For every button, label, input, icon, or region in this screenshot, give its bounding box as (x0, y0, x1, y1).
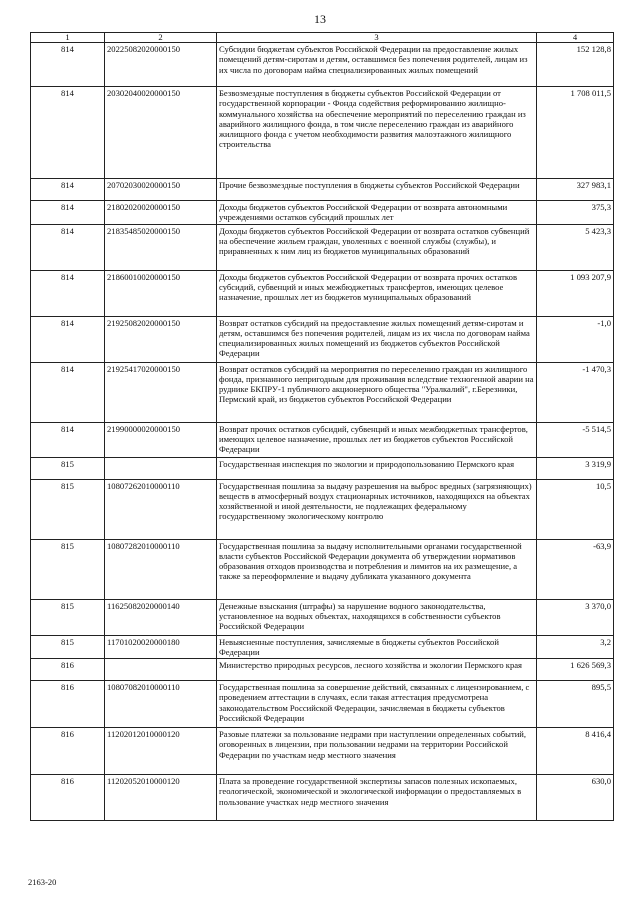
description-cell: Государственная пошлина за совершение действий, связанных с лицензированием, с проведением аттестации в случаях, если такая аттестация предусмотрена законодательством Российской Федерации, зачисляемая в бюджеты субъектов Российской Федерации (217, 681, 537, 728)
amount-cell: 375,3 (537, 201, 614, 225)
amount-cell: 5 423,3 (537, 224, 614, 270)
budget-code-cell: 21860010020000150 (105, 270, 217, 316)
budget-code-cell (105, 659, 217, 681)
column-header-budget-code: 2 (105, 33, 217, 43)
admin-code-cell: 816 (31, 681, 105, 728)
amount-cell: 152 128,8 (537, 43, 614, 87)
admin-code-cell: 814 (31, 316, 105, 362)
description-cell: Возврат остатков субсидий на мероприятия по переселению граждан из жилищного фонда, признанного непригодным для проживания вследствие техногенной аварии на руднике БКПРУ-1 публичного акционерного общества "Уралкалий", г.Березники, Пермский край, из бюджетов субъектов Российской Федерации (217, 362, 537, 422)
amount-cell: 895,5 (537, 681, 614, 728)
footer-code: 2163-20 (28, 877, 57, 887)
column-header-admin-code: 1 (31, 33, 105, 43)
admin-code-cell: 814 (31, 179, 105, 201)
description-cell: Доходы бюджетов субъектов Российской Федерации от возврата автономными учреждениями остатков субсидий прошлых лет (217, 201, 537, 225)
admin-code-cell: 814 (31, 87, 105, 179)
table-row (31, 179, 614, 201)
description-cell: Министерство природных ресурсов, лесного хозяйства и экологии Пермского края (217, 659, 537, 681)
column-header-amount: 4 (537, 33, 614, 43)
admin-code-cell: 814 (31, 43, 105, 87)
table-row (31, 479, 614, 539)
budget-code-cell: 11625082020000140 (105, 599, 217, 635)
admin-code-cell: 815 (31, 539, 105, 599)
table-row (31, 422, 614, 457)
amount-cell: 3 370,0 (537, 599, 614, 635)
description-cell: Возврат прочих остатков субсидий, субвенций и иных межбюджетных трансфертов, имеющих целевое назначение, прошлых лет из бюджетов субъектов Российской Федерации (217, 422, 537, 457)
description-cell: Государственная инспекция по экологии и природопользованию Пермского края (217, 457, 537, 479)
description-cell: Субсидии бюджетам субъектов Российской Федерации на предоставление жилых помещений детям-сиротам и детям, оставшимся без попечения родителей, лицам из их числа по договорам найма специализированных жилых помещений (217, 43, 537, 87)
table-row (31, 728, 614, 775)
table-row (31, 270, 614, 316)
budget-code-cell: 20302040020000150 (105, 87, 217, 179)
budget-code-cell: 21802020020000150 (105, 201, 217, 225)
description-cell: Возврат остатков субсидий на предоставление жилых помещений детям-сиротам и детям, оставшимся без попечения родителей, лицам из их числа по договорам найма специализированных жилых помещений из бюджетов субъектов Российской Федерации (217, 316, 537, 362)
description-cell: Доходы бюджетов субъектов Российской Федерации от возврата остатков субвенций на обеспечение жильем граждан, уволенных с военной службы (службы), и приравненных к ним лиц из бюджетов муниципальных образований (217, 224, 537, 270)
description-cell: Разовые платежи за пользование недрами при наступлении определенных событий, оговоренных в лицензии, при пользовании недрами на территории Российской Федерации по участкам недр местного значения (217, 728, 537, 775)
budget-code-cell: 10807282010000110 (105, 539, 217, 599)
table-row (31, 201, 614, 225)
budget-code-cell: 10807082010000110 (105, 681, 217, 728)
admin-code-cell: 814 (31, 224, 105, 270)
budget-code-cell: 21990000020000150 (105, 422, 217, 457)
budget-code-cell: 21925082020000150 (105, 316, 217, 362)
description-cell: Плата за проведение государственной экспертизы запасов полезных ископаемых, геологической, экономической и экологической информации о предоставляемых в пользование участках недр местного значения (217, 775, 537, 821)
budget-code-cell: 20702030020000150 (105, 179, 217, 201)
admin-code-cell: 814 (31, 422, 105, 457)
amount-cell: -63,9 (537, 539, 614, 599)
admin-code-cell: 816 (31, 659, 105, 681)
description-cell: Доходы бюджетов субъектов Российской Федерации от возврата прочих остатков субсидий, субвенций и иных межбюджетных трансфертов, имеющих целевое назначение, прошлых лет из бюджетов муниципальных образований (217, 270, 537, 316)
table-row (31, 635, 614, 659)
admin-code-cell: 815 (31, 479, 105, 539)
budget-code-cell: 11202052010000120 (105, 775, 217, 821)
admin-code-cell: 814 (31, 362, 105, 422)
admin-code-cell: 815 (31, 635, 105, 659)
table-row (31, 224, 614, 270)
page-number: 13 (314, 12, 326, 26)
table-row (31, 457, 614, 479)
amount-cell: 10,5 (537, 479, 614, 539)
admin-code-cell: 815 (31, 599, 105, 635)
table-body (31, 43, 614, 821)
description-cell: Безвозмездные поступления в бюджеты субъектов Российской Федерации от государственной корпорации - Фонда содействия реформированию жилищно-коммунального хозяйства на обеспечение мероприятий по переселению граждан из аварийного жилищного фонда, в том числе переселению граждан из аварийного жилищного фонда с учетом необходимости развития малоэтажного жилищного строительства (217, 87, 537, 179)
admin-code-cell: 814 (31, 201, 105, 225)
table-header-row (31, 33, 614, 43)
table-row (31, 87, 614, 179)
table-row (31, 659, 614, 681)
description-cell: Прочие безвозмездные поступления в бюджеты субъектов Российской Федерации (217, 179, 537, 201)
description-cell: Невыясненные поступления, зачисляемые в бюджеты субъектов Российской Федерации (217, 635, 537, 659)
description-cell: Денежные взыскания (штрафы) за нарушение водного законодательства, установленное на водных объектах, находящихся в собственности субъектов Российской Федерации (217, 599, 537, 635)
amount-cell: -5 514,5 (537, 422, 614, 457)
amount-cell: 3 319,9 (537, 457, 614, 479)
table-row (31, 316, 614, 362)
budget-code-cell: 21835485020000150 (105, 224, 217, 270)
amount-cell: 1 093 207,9 (537, 270, 614, 316)
budget-code-cell: 10807262010000110 (105, 479, 217, 539)
admin-code-cell: 816 (31, 728, 105, 775)
table-row (31, 599, 614, 635)
budget-code-cell: 11202012010000120 (105, 728, 217, 775)
amount-cell: 327 983,1 (537, 179, 614, 201)
amount-cell: -1 470,3 (537, 362, 614, 422)
table-row (31, 681, 614, 728)
admin-code-cell: 814 (31, 270, 105, 316)
amount-cell: 1 708 011,5 (537, 87, 614, 179)
amount-cell: -1,0 (537, 316, 614, 362)
budget-code-cell (105, 457, 217, 479)
table-row (31, 362, 614, 422)
budget-code-cell: 21925417020000150 (105, 362, 217, 422)
revenue-table (30, 32, 614, 821)
table-row (31, 43, 614, 87)
table-row (31, 539, 614, 599)
budget-code-cell: 20225082020000150 (105, 43, 217, 87)
admin-code-cell: 816 (31, 775, 105, 821)
table-row (31, 775, 614, 821)
column-header-description: 3 (217, 33, 537, 43)
admin-code-cell: 815 (31, 457, 105, 479)
amount-cell: 630,0 (537, 775, 614, 821)
amount-cell: 8 416,4 (537, 728, 614, 775)
description-cell: Государственная пошлина за выдачу разрешения на выброс вредных (загрязняющих) веществ в атмосферный воздух стационарных источников, находящихся на объектах хозяйственной и иной деятельности, не подлежащих федеральному государственному экологическому контролю (217, 479, 537, 539)
amount-cell: 3,2 (537, 635, 614, 659)
description-cell: Государственная пошлина за выдачу исполнительными органами государственной власти субъектов Российской Федерации документа об утверждении нормативов образования отходов производства и потребления и лимитов на их размещение, а также за переоформление и выдачу дубликата указанного документа (217, 539, 537, 599)
budget-code-cell: 11701020020000180 (105, 635, 217, 659)
amount-cell: 1 626 569,3 (537, 659, 614, 681)
